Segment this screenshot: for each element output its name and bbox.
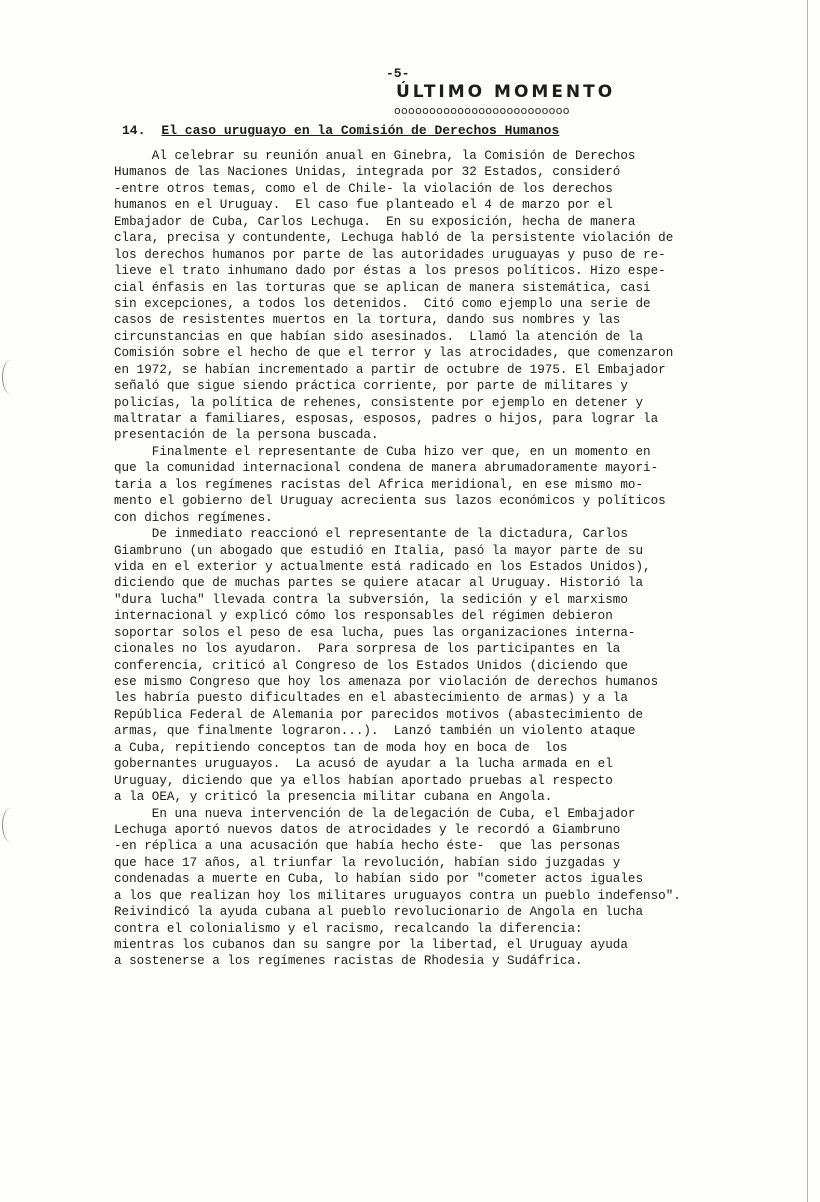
text-line: Al celebrar su reunión anual en Ginebra, la Comisión de Derechos: [114, 149, 636, 163]
text-line: con dichos regímenes.: [114, 510, 273, 525]
text-line: conferencia, criticó al Congreso de los Estados Unidos (diciendo que: [114, 658, 628, 673]
text-line: policías, la política de rehenes, consistente por ejemplo en detener y: [114, 395, 644, 410]
text-line: a Cuba, repitiendo conceptos tan de moda hoy en boca de los: [114, 740, 568, 755]
text-line: En una nueva intervención de la delegación de Cuba, el Embajador: [114, 806, 636, 821]
text-line: taria a los regímenes racistas del Africa meridional, en ese mismo mo-: [114, 477, 644, 492]
punch-hole-mark: [2, 360, 19, 394]
text-line: -entre otros temas, como el de Chile- la violación de los derechos: [114, 181, 613, 196]
text-line: "dura lucha" llevada contra la subversión, la sedición y el marxismo: [114, 592, 628, 607]
section-heading: [122, 123, 559, 138]
text-line: mento el gobierno del Uruguay acrecienta sus lazos económicos y políticos: [114, 494, 666, 509]
masthead-ornament: ooooooooooooooooooooooooo: [394, 104, 570, 117]
text-line: condenadas a muerte en Cuba, lo habían sido por "cometer actos iguales: [114, 872, 644, 887]
text-line: mientras los cubanos dan su sangre por la libertad, el Uruguay ayuda: [114, 938, 628, 952]
text-line: Giambruno (un abogado que estudió en Italia, pasó la mayor parte de su: [114, 543, 644, 558]
text-line: los derechos humanos por parte de las autoridades uruguayas y puso de re-: [114, 247, 666, 262]
text-line: internacional y explicó cómo los responsables del régimen debieron: [114, 609, 613, 624]
text-line: ese mismo Congreso que hoy los amenaza por violación de derechos humanos: [114, 675, 659, 689]
text-line: a la OEA, y criticó la presencia militar cubana en Angola.: [114, 790, 553, 805]
text-line: Finalmente el representante de Cuba hizo ver que, en un momento en: [114, 444, 651, 459]
text-line: circunstancias en que habían sido asesinados. Llamó la atención de la: [114, 329, 644, 344]
text-line: clara, precisa y contundente, Lechuga habló de la persistente violación de: [114, 231, 674, 246]
article-body: [114, 148, 754, 970]
page-edge: [807, 0, 808, 1202]
text-line: Humanos de las Naciones Unidas, integrada por 32 Estados, consideró: [114, 165, 621, 180]
text-line: humanos en el Uruguay. El caso fue planteado el 4 de marzo por el: [114, 198, 613, 213]
text-line: lieve el trato inhumano dado por éstas a los presos políticos. Hizo espe-: [114, 264, 666, 279]
text-line: contra el colonialismo y el racismo, recalcando la diferencia:: [114, 921, 583, 936]
text-line: De inmediato reaccionó el representante de la dictadura, Carlos: [114, 527, 628, 542]
text-line: Lechuga aportó nuevos datos de atrocidades y le recordó a Giambruno: [114, 822, 621, 837]
text-line: presentación de la persona buscada.: [114, 428, 379, 443]
text-line: Comisión sobre el hecho de que el terror y las atrocidades, que comenzaron: [114, 346, 674, 361]
text-line: -en réplica a una acusación que había hecho éste- que las personas: [114, 839, 621, 854]
text-line: Reivindicó la ayuda cubana al pueblo revolucionario de Angola en lucha: [114, 905, 644, 920]
text-line: les habría puesto dificultades en el abastecimiento de armas) y a la: [114, 691, 628, 706]
text-line: que hace 17 años, al triunfar la revolución, habían sido juzgadas y: [114, 855, 621, 870]
text-line: sin excepciones, a todos los detenidos. Citó como ejemplo una serie de: [114, 296, 651, 311]
text-line: diciendo que de muchas partes se quiere atacar al Uruguay. Historió la: [114, 576, 644, 591]
text-line: maltratar a familiares, esposas, esposos, padres o hijos, para lograr la: [114, 412, 659, 426]
text-line: soportar solos el peso de esa lucha, pues las organizaciones interna-: [114, 625, 636, 640]
text-line: Embajador de Cuba, Carlos Lechuga. En su exposición, hecha de manera: [114, 214, 636, 229]
section-number: 14.: [122, 123, 146, 138]
masthead-title: ÚLTIMO MOMENTO: [396, 82, 616, 102]
text-line: que la comunidad internacional condena de manera abrumadoramente mayori-: [114, 461, 659, 476]
section-title: El caso uruguayo en la Comisión de Derechos Humanos: [161, 123, 560, 138]
text-line: señaló que sigue siendo práctica corriente, por parte de militares y: [114, 379, 628, 394]
page-number: -5-: [386, 66, 410, 81]
text-line: a sostenerse a los regímenes racistas de Rhodesia y Sudáfrica.: [114, 954, 583, 969]
text-line: cial énfasis en las torturas que se aplican de manera sistemática, casi: [114, 280, 651, 295]
text-line: armas, que finalmente lograron...). Lanzó también un violento ataque: [114, 724, 636, 739]
text-line: vida en el exterior y actualmente está radicado en los Estados Unidos),: [114, 559, 651, 574]
text-line: en 1972, se habían incrementado a partir de octubre de 1975. El Embajador: [114, 362, 666, 377]
text-line: gobernantes uruguayos. La acusó de ayudar a la lucha armada en el: [114, 757, 613, 772]
text-line: casos de resistentes muertos en la tortura, dando sus nombres y las: [114, 313, 621, 328]
text-line: Uruguay, diciendo que ya ellos habían aportado pruebas al respecto: [114, 773, 613, 788]
text-line: cionales no los ayudaron. Para sorpresa de los participantes en la: [114, 642, 621, 657]
text-line: a los que realizan hoy los militares uruguayos contra un pueblo indefenso".: [114, 888, 681, 903]
punch-hole-mark: [2, 808, 19, 842]
text-line: República Federal de Alemania por parecidos motivos (abastecimiento de: [114, 707, 644, 722]
